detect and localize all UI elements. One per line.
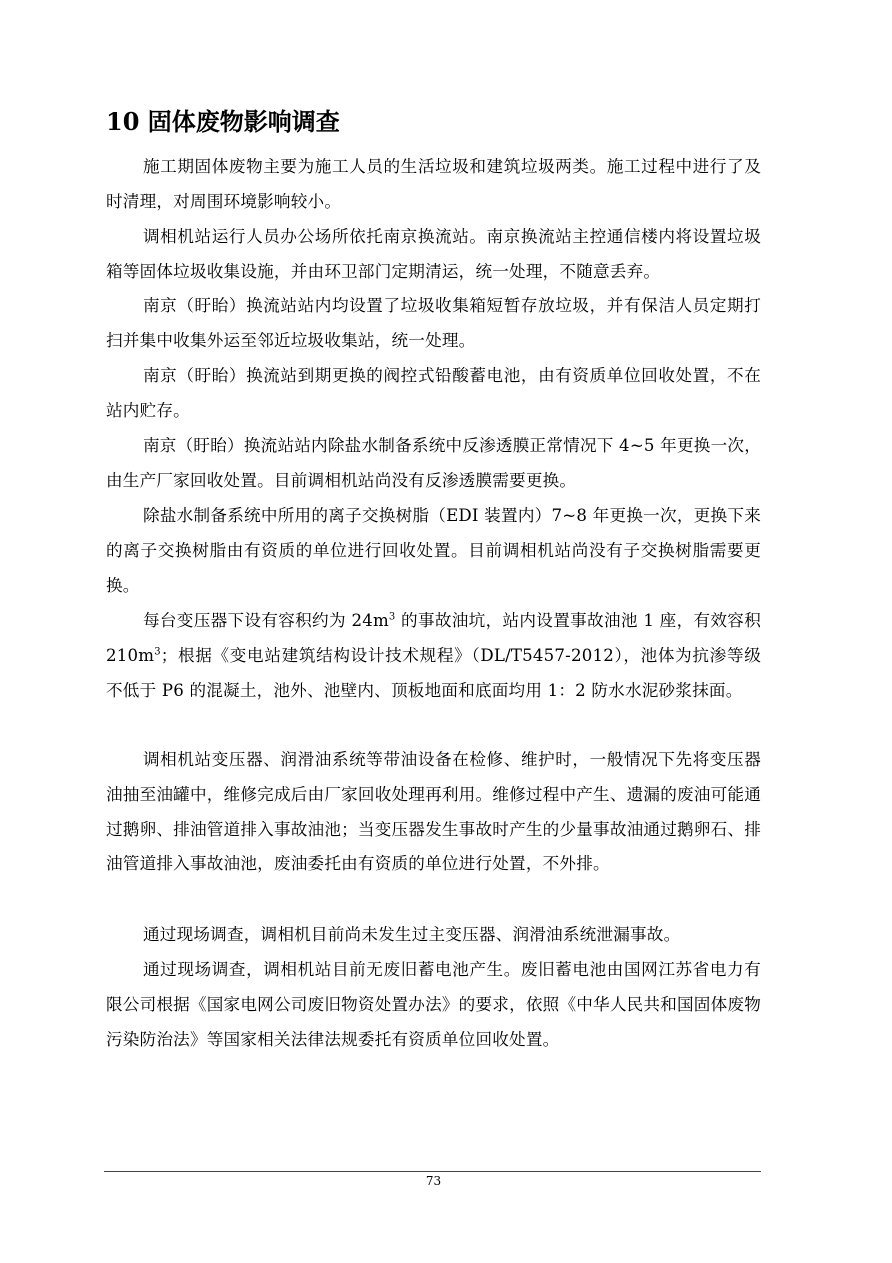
oil-pit-text-part-1: 每台变压器下设有容积约为 24m [143, 611, 389, 630]
oil-pit-text-part-3: ；根据《变电站建筑结构设计技术规程》（DL/T5457-2012），池体为抗渗等级不低于 P6 的混凝土，池外、池壁内、顶板地面和底面均用 1：2 防水水泥砂浆抹面。 [106, 645, 761, 700]
superscript-cubic-1: 3 [388, 611, 396, 623]
paragraph-ion-exchange-resin: 除盐水制备系统中所用的离子交换树脂（EDI 装置内）7~8 年更换一次，更换下来的离子交换树脂由有资质的单位进行回收处置。目前调相机站尚没有子交换树脂需要更换。 [106, 506, 761, 595]
superscript-cubic-2: 3 [154, 646, 161, 658]
paragraph-no-leak-accident: 通过现场调查，调相机目前尚未发生过主变压器、润滑油系统泄漏事故。 [143, 925, 681, 944]
paragraph-waste-battery-disposal: 通过现场调查，调相机站目前无废旧蓄电池产生。废旧蓄电池由国网江苏省电力有限公司根据《国家电网公司废旧物资处置办法》的要求，依照《中华人民共和国固体废物污染防治法》等国家相关法律法规委托有资质单位回收处置。 [106, 960, 761, 1049]
oil-pit-text-part-2: 的事故油坑，站内设置事故油池 1 座，有效容积 210m [106, 611, 761, 665]
paragraph-oil-equipment-maintenance: 调相机站变压器、润滑油系统等带油设备在检修、维护时，一般情况下先将变压器油抽至油罐中，维修完成后由厂家回收处理再利用。维修过程中产生、遗漏的废油可能通过鹅卵、排油管道排入事故油池；当变压器发生事故时产生的少量事故油通过鹅卵石、排油管道排入事故油池，废油委托由有资质的单位进行处置，不外排。 [106, 750, 761, 874]
paragraph-accident-oil-pit [106, 604, 761, 708]
paragraph-construction-waste: 施工期固体废物主要为施工人员的生活垃圾和建筑垃圾两类。施工过程中进行了及时清理，对周围环境影响较小。 [106, 157, 761, 211]
paragraph-staff-office-waste: 调相机站运行人员办公场所依托南京换流站。南京换流站主控通信楼内将设置垃圾箱等固体垃圾收集设施，并由环卫部门定期清运，统一处理，不随意丢弃。 [106, 227, 761, 281]
paragraph-reverse-osmosis-membrane: 南京（盱眙）换流站站内除盐水制备系统中反渗透膜正常情况下 4~5 年更换一次，由生产厂家回收处置。目前调相机站尚没有反渗透膜需要更换。 [106, 436, 761, 490]
footer-divider [104, 1171, 761, 1172]
paragraph-garbage-collection: 南京（盱眙）换流站站内均设置了垃圾收集箱短暂存放垃圾，并有保洁人员定期打扫并集中收集外运至邻近垃圾收集站，统一处理。 [106, 296, 761, 350]
paragraph-battery-replacement: 南京（盱眙）换流站到期更换的阀控式铅酸蓄电池，由有资质单位回收处置，不在站内贮存。 [106, 366, 761, 420]
section-heading: 10 固体废物影响调查 [106, 107, 340, 136]
page-number: 73 [425, 1174, 442, 1188]
